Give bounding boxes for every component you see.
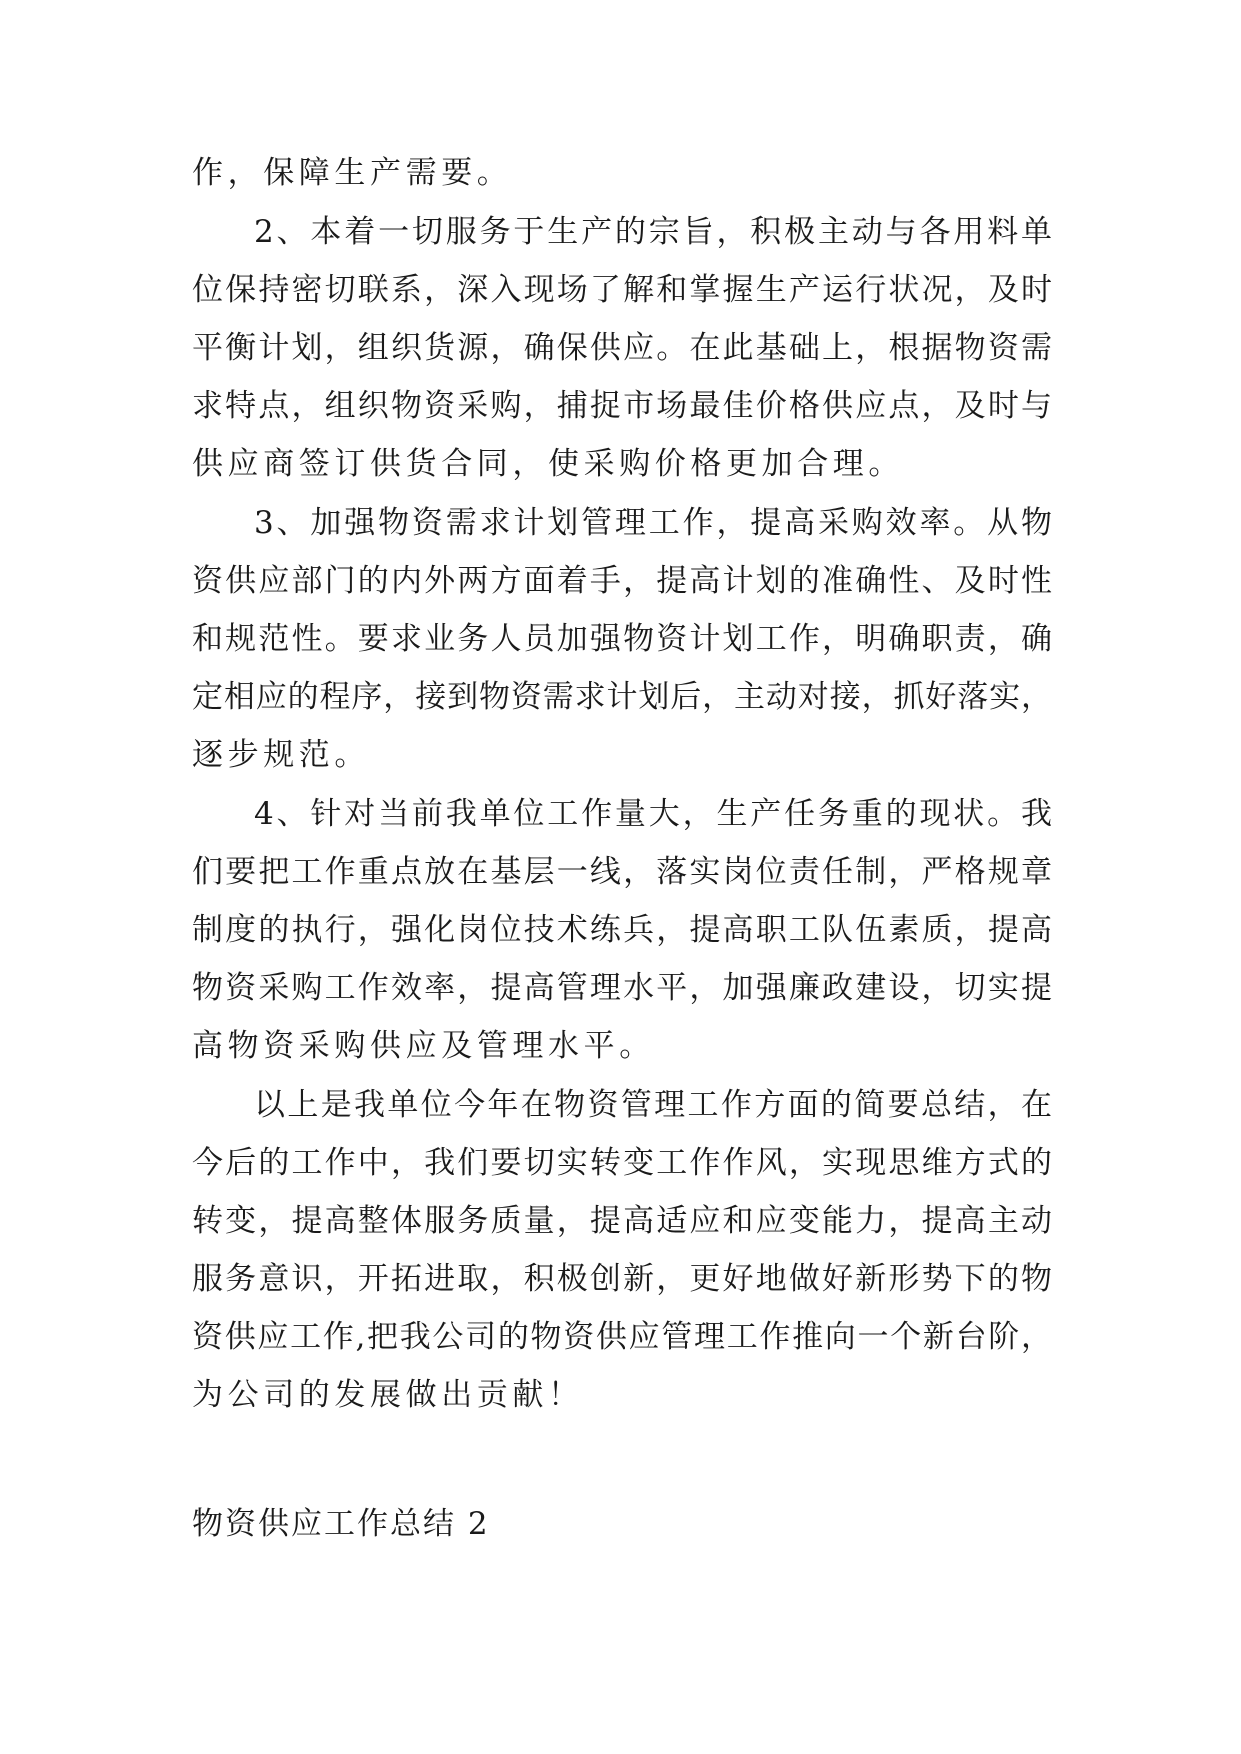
paragraph-line: 供应商签订供货合同，使采购价格更加合理。 xyxy=(192,446,904,482)
paragraph-line: 转变，提高整体服务质量，提高适应和应变能力，提高主动 xyxy=(192,1203,1052,1239)
paragraph-line: 位保持密切联系，深入现场了解和掌握生产运行状况，及时 xyxy=(192,272,1052,308)
paragraph-line: 资供应部门的内外两方面着手，提高计划的准确性、及时性 xyxy=(192,563,1052,599)
paragraph-line: 今后的工作中，我们要切实转变工作作风，实现思维方式的 xyxy=(192,1145,1052,1181)
paragraph-line: 4、针对当前我单位工作量大，生产任务重的现状。我 xyxy=(254,796,1052,832)
paragraph-line: 服务意识，开拓进取，积极创新，更好地做好新形势下的物 xyxy=(192,1261,1052,1297)
section-heading: 物资供应工作总结 2 xyxy=(192,1506,490,1542)
paragraph-line: 为公司的发展做出贡献！ xyxy=(192,1377,584,1413)
paragraph-line: 和规范性。要求业务人员加强物资计划工作，明确职责，确 xyxy=(192,621,1052,657)
paragraph-line: 逐步规范。 xyxy=(192,737,370,773)
paragraph-line: 定相应的程序，接到物资需求计划后，主动对接，抓好落实， xyxy=(192,679,1052,715)
paragraph-line: 2、本着一切服务于生产的宗旨，积极主动与各用料单 xyxy=(254,214,1052,250)
paragraph-line: 高物资采购供应及管理水平。 xyxy=(192,1028,655,1064)
paragraph-line: 3、加强物资需求计划管理工作，提高采购效率。从物 xyxy=(254,505,1052,541)
paragraph-line: 求特点，组织物资采购，捕捉市场最佳价格供应点，及时与 xyxy=(192,388,1052,424)
paragraph-line: 资供应工作,把我公司的物资供应管理工作推向一个新台阶， xyxy=(192,1319,1052,1355)
paragraph-line: 们要把工作重点放在基层一线，落实岗位责任制，严格规章 xyxy=(192,854,1052,890)
paragraph-line: 物资采购工作效率，提高管理水平，加强廉政建设，切实提 xyxy=(192,970,1052,1006)
paragraph-line: 制度的执行，强化岗位技术练兵，提高职工队伍素质，提高 xyxy=(192,912,1052,948)
paragraph-line: 作，保障生产需要。 xyxy=(192,155,513,191)
paragraph-line: 平衡计划，组织货源，确保供应。在此基础上，根据物资需 xyxy=(192,330,1052,366)
paragraph-line: 以上是我单位今年在物资管理工作方面的简要总结，在 xyxy=(254,1087,1052,1123)
